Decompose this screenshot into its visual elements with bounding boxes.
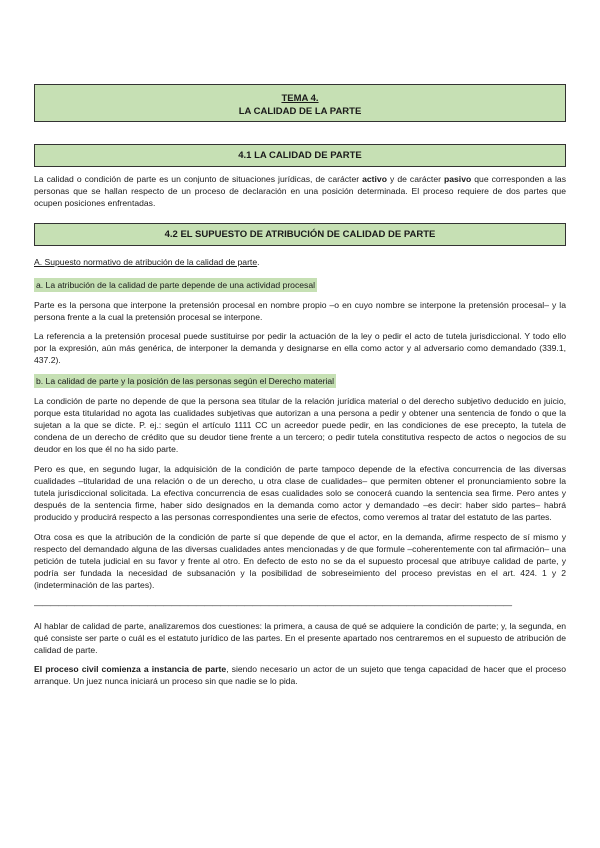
paragraph-4: Pero es que, en segundo lugar, la adquisición de la condición de parte tampoco depende de la efectiva concurrencia de las diversas cualidades –titularidad de una relación o de un derecho, u otra clase de cualidades– que permiten obtener el pronunciamiento sobre la tutela jurisdiccional solicitada. La efectiva concurrencia de esas cualidades solo se conocerá cuando la sentencia sea firme. Pero antes y después de la sentencia firme, haber sido designados en la demanda como actor y demandado –es decir: haber sido partes– habrá producido y producirá respecto a las personas correspondientes una serie de efectos, como veremos al tratar del estatuto de las partes.	[34, 463, 566, 523]
document-page	[34, 84, 566, 688]
topic-title: LA CALIDAD DE LA PARTE	[238, 106, 362, 117]
bold-pasivo: pasivo	[444, 174, 472, 184]
subheading-a: A. Supuesto normativo de atribución de la calidad de parte.	[34, 256, 260, 267]
paragraph-1: Parte es la persona que interpone la pretensión procesal en nombre propio –o en cuyo nombre se interpone la pretensión procesal– y la persona frente a la cual la pretensión procesal se interpone.	[34, 299, 566, 322]
bold-proceso-civil: El proceso civil comienza a instancia de parte	[34, 664, 227, 675]
section-header-4-1: 4.1 LA CALIDAD DE PARTE	[34, 144, 566, 167]
paragraph-definition: La calidad o condición de parte es un conjunto de situaciones jurídicas, de carácter activo y de carácter pasivo que corresponden a las personas que se hallan respecto de un proceso de declaración en una posición determinada. El proceso requiere de dos partes que ocupen posiciones enfrentadas.	[34, 174, 567, 209]
title-box	[34, 84, 566, 122]
topic-number: TEMA 4.	[281, 93, 319, 104]
highlight-a: a. La atribución de la calidad de parte depende de una actividad procesal	[36, 279, 316, 290]
paragraph-6: Al hablar de calidad de parte, analizaremos dos cuestiones: la primera, a causa de qué se adquiere la condición de parte; y, la segunda, en qué consiste ser parte o cuál es el estatuto jurídico de las partes. En el presente apartado nos centraremos en el supuesto de atribución de calidad de parte.	[34, 620, 566, 656]
paragraph-7: El proceso civil comienza a instancia de parte, siendo necesario un actor de un sujeto que tenga capacidad de hacer que el proceso arranque. Un juez nunca iniciará un proceso sin que nadie se lo pida.	[34, 664, 566, 687]
bold-activo: activo	[362, 174, 387, 184]
paragraph-3: La condición de parte no depende de que la persona sea titular de la relación jurídica material o del derecho subjetivo deducido en juicio, porque esta titularidad no agota las cualidades subjetivas que autorizan a una persona a pedir y obtener una sentencia de fondo o que la sujetan a la que se dicte. P. ej.: según el artículo 1111 CC un acreedor puede pedir, en las condiciones de ese precepto, la tutela de condena de un derecho de crédito que su deudor tiene frente a un tercero; o pedir tutela constitutiva respecto de actos o negocios de su deudor en los que él no ha sido parte.	[34, 395, 566, 455]
divider-line: ———————————————————————————————————————————————————————————	[34, 599, 512, 610]
highlight-b: b. La calidad de parte y la posición de las personas según el Derecho material	[36, 375, 335, 386]
highlight-b-wrapper	[34, 371, 566, 389]
paragraph-5: Otra cosa es que la atribución de la condición de parte sí que depende de que el actor, en la demanda, afirme respecto de sí mismo y respecto del demandado alguna de las diversas cualidades antes mencionadas y de que formule –coherentemente con tal afirmación– una petición de tutela judicial en su favor y frente al otro. En defecto de esto no se da el supuesto procesal que atribuye calidad de parte, y podría ser fundada la necesidad de subsanación y la posibilidad de sobreseimiento del proceso previstas en el art. 424. 1 y 2 (indeterminación de las partes).	[34, 531, 566, 591]
highlight-a-wrapper	[34, 275, 566, 293]
paragraph-2: La referencia a la pretensión procesal puede sustituirse por pedir la actuación de la ley o pedir el acto de tutela jurisdiccional. Y todo ello por la expresión, aún más genérica, de interponer la demanda y designarse en ella como actor y al adversario como demandado (339.1, 437.2).	[34, 331, 566, 366]
section-header-4-2: 4.2 EL SUPUESTO DE ATRIBUCIÓN DE CALIDAD DE PARTE	[34, 223, 566, 246]
